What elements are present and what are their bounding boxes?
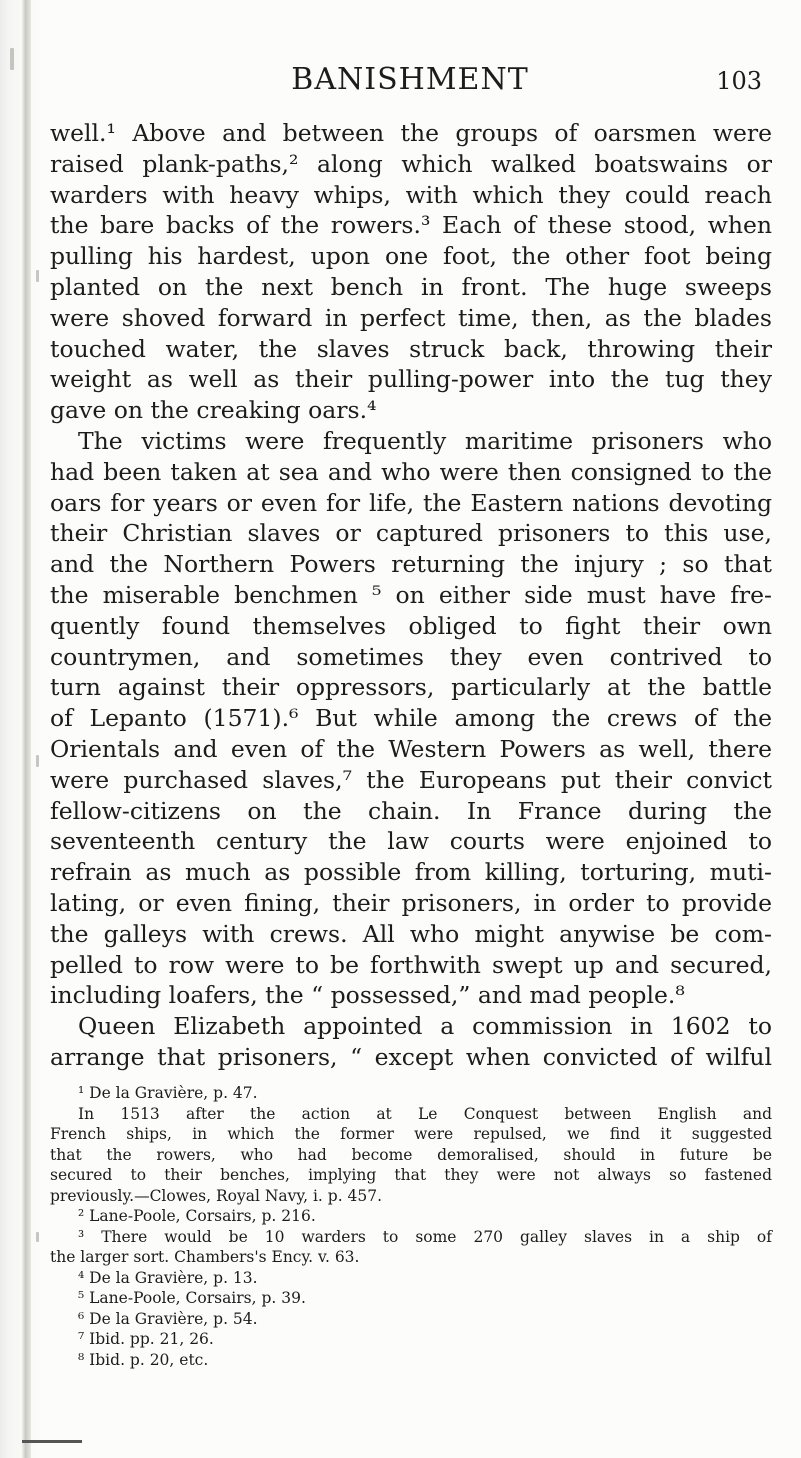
body-line: oars for years or even for life, the Eastern nations devoting — [50, 488, 772, 517]
footnote-line: previously.—Clowes, Royal Navy, i. p. 457. — [50, 1186, 383, 1205]
footnote-line: French ships, in which the former were repulsed, we find it suggested — [50, 1125, 772, 1143]
body-line: pelled to row were to be forthwith swept up and secured, — [50, 950, 772, 979]
footnote-line: ¹ De la Gravière, p. 47. — [78, 1084, 258, 1102]
margin-mark — [36, 270, 39, 282]
footnote-line: ⁵ Lane-Poole, Corsairs, p. 39. — [78, 1289, 306, 1307]
body-line: their Christian slaves or captured prisoners to this use, — [50, 519, 772, 548]
body-line: turn against their oppressors, particularly at the battle — [50, 673, 772, 702]
footnote-line: ³ There would be 10 warders to some 270 galley slaves in a ship of — [78, 1227, 772, 1246]
body-line: The victims were frequently maritime prisoners who — [78, 426, 772, 455]
footnote-line: that the rowers, who had become demoralised, should in future be — [50, 1145, 772, 1164]
body-line: quently found themselves obliged to fight their own — [50, 611, 772, 640]
body-line: touched water, the slaves struck back, throwing their — [50, 334, 772, 363]
body-line: of Lepanto (1571).⁶ But while among the crews of the — [50, 704, 772, 733]
body-line: the bare backs of the rowers.³ Each of these stood, when — [50, 211, 772, 240]
body-line: the miserable benchmen ⁵ on either side must have fre- — [50, 580, 772, 609]
margin-mark — [36, 1232, 39, 1242]
body-line: were purchased slaves,⁷ the Europeans put their convict — [50, 765, 772, 794]
margin-mark — [36, 755, 39, 767]
body-line: the galleys with crews. All who might anywise be com- — [50, 919, 772, 948]
body-line: Queen Elizabeth appointed a commission in 1602 to — [78, 1012, 772, 1041]
footnote-line: secured to their benches, implying that they were not always so fastened — [50, 1166, 772, 1184]
footnote-line: ⁴ De la Gravière, p. 13. — [78, 1268, 258, 1287]
body-text — [50, 118, 772, 1073]
body-line: refrain as much as possible from killing, torturing, muti- — [50, 858, 772, 887]
page-number: 103 — [716, 67, 762, 95]
body-line: gave on the creaking oars.⁴ — [50, 396, 377, 425]
body-line: seventeenth century the law courts were enjoined to — [50, 827, 772, 856]
footnote-line: In 1513 after the action at Le Conquest between English and — [78, 1104, 772, 1123]
footnote-line: the larger sort. Chambers's Ency. v. 63. — [50, 1248, 360, 1266]
body-line: fellow-citizens on the chain. In France during the — [50, 796, 772, 825]
body-line: warders with heavy whips, with which they could reach — [50, 180, 772, 209]
footnote-line: ² Lane-Poole, Corsairs, p. 216. — [78, 1207, 316, 1225]
body-line: including loafers, the “ possessed,” and mad people.⁸ — [50, 981, 685, 1010]
body-line: planted on the next bench in front. The huge sweeps — [50, 272, 772, 301]
footnotes — [50, 1083, 772, 1370]
body-line: lating, or even fining, their prisoners, in order to provide — [50, 888, 772, 917]
body-line: well.¹ Above and between the groups of oarsmen were — [50, 119, 772, 147]
body-line: and the Northern Powers returning the injury ; so that — [50, 550, 772, 579]
footnote-line: ⁸ Ibid. p. 20, etc. — [78, 1350, 209, 1369]
body-line: countrymen, and sometimes they even contrived to — [50, 642, 772, 671]
body-line: raised plank-paths,² along which walked boatswains or — [50, 149, 772, 178]
footnote-line: ⁷ Ibid. pp. 21, 26. — [78, 1330, 214, 1348]
body-line: Orientals and even of the Western Powers as well, there — [50, 734, 772, 763]
running-title: BANISHMENT — [291, 62, 529, 97]
body-line: had been taken at sea and who were then consigned to the — [50, 457, 772, 486]
footnote-line: ⁶ De la Gravière, p. 54. — [78, 1309, 258, 1328]
margin-mark — [10, 48, 14, 70]
body-line: arrange that prisoners, “ except when convicted of wilful — [50, 1042, 772, 1071]
body-line: were shoved forward in perfect time, then, as the blades — [50, 303, 772, 332]
body-line: pulling his hardest, upon one foot, the other foot being — [50, 242, 772, 271]
page-header — [40, 60, 780, 100]
body-line: weight as well as their pulling-power into the tug they — [50, 365, 772, 394]
book-spine-edge — [22, 0, 31, 1458]
spine-bottom-mark — [22, 1440, 82, 1443]
